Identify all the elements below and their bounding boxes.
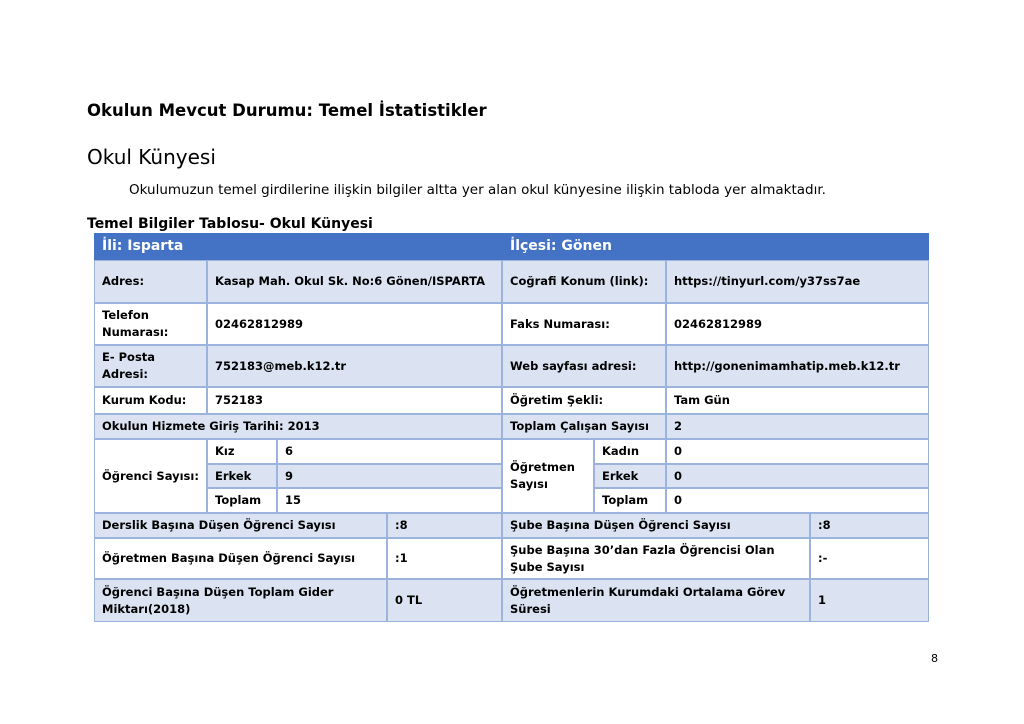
konum-value: https://tinyurl.com/y37ss7ae [666,260,929,303]
intro-paragraph: Okulumuzun temel girdilerine ilişkin bilgiler altta yer alan okul künyesine ilişkin tabloda yer almaktadır. [129,182,826,198]
ogretmen-label: Öğretmen Sayısı [502,439,594,513]
kadin-label: Kadın [594,439,666,464]
sube-label: Şube Başına Düşen Öğrenci Sayısı [502,513,810,538]
ogretmen-erkek-label: Erkek [594,464,666,488]
calisan-value: 2 [666,414,929,439]
adres-value: Kasap Mah. Okul Sk. No:6 Gönen/ISPARTA [207,260,502,303]
toplam-value: 15 [277,488,502,513]
telefon-value: 02462812989 [207,303,502,345]
ilce-header: İlçesi: Gönen [502,233,929,260]
telefon-label: Telefon Numarası: [94,303,207,345]
faks-value: 02462812989 [666,303,929,345]
kiz-value: 6 [277,439,502,464]
subsection-heading: Okul Künyesi [87,145,216,169]
kadin-value: 0 [666,439,929,464]
school-info-table [94,233,929,622]
table-caption: Temel Bilgiler Tablosu- Okul Künyesi [87,216,373,232]
kiz-label: Kız [207,439,277,464]
gorev-label: Öğretmenlerin Kurumdaki Ortalama Görev Süresi [502,579,810,622]
ogretmen-basina-label: Öğretmen Başına Düşen Öğrenci Sayısı [94,538,387,579]
kurum-value: 752183 [207,387,502,414]
adres-label: Adres: [94,260,207,303]
erkek-label: Erkek [207,464,277,488]
kurum-label: Kurum Kodu: [94,387,207,414]
ogretmen-toplam-value: 0 [666,488,929,513]
gorev-value: 1 [810,579,929,622]
derslik-value: :8 [387,513,502,538]
gider-value: 0 TL [387,579,502,622]
ogretim-value: Tam Gün [666,387,929,414]
sube-value: :8 [810,513,929,538]
gider-label: Öğrenci Başına Düşen Toplam Gider Miktarı(2018) [94,579,387,622]
eposta-value: 752183@meb.k12.tr [207,345,502,387]
faks-label: Faks Numarası: [502,303,666,345]
toplam-label: Toplam [207,488,277,513]
sube30-value: :- [810,538,929,579]
sube30-label: Şube Başına 30’dan Fazla Öğrencisi Olan Şube Sayısı [502,538,810,579]
derslik-label: Derslik Başına Düşen Öğrenci Sayısı [94,513,387,538]
il-header: İli: Isparta [94,233,502,260]
calisan-label: Toplam Çalışan Sayısı [502,414,666,439]
ogretim-label: Öğretim Şekli: [502,387,666,414]
erkek-value: 9 [277,464,502,488]
ogretmen-erkek-value: 0 [666,464,929,488]
ogrenci-label: Öğrenci Sayısı: [94,439,207,513]
page-number: 8 [931,652,938,665]
web-value: http://gonenimamhatip.meb.k12.tr [666,345,929,387]
section-heading: Okulun Mevcut Durumu: Temel İstatistikler [87,101,487,120]
konum-label: Coğrafi Konum (link): [502,260,666,303]
ogretmen-toplam-label: Toplam [594,488,666,513]
eposta-label: E- Posta Adresi: [94,345,207,387]
web-label: Web sayfası adresi: [502,345,666,387]
hizmet-tarihi: Okulun Hizmete Giriş Tarihi: 2013 [94,414,502,439]
ogretmen-basina-value: :1 [387,538,502,579]
